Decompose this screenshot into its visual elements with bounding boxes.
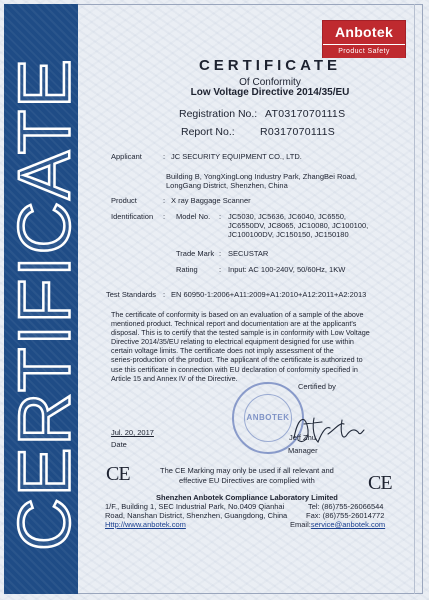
statement-line: use this certificate in connection with EU declaration of conformity specified in (111, 364, 358, 374)
model-line-1: JC5030, JC5636, JC6040, JC6550, (228, 212, 346, 221)
ce-mark-left: CE (106, 463, 130, 485)
lab-website-link[interactable]: Http://www.anbotek.com (105, 520, 186, 529)
right-rule (414, 4, 415, 594)
logo-tagline: Product Safety (323, 44, 405, 58)
applicant-label: Applicant (111, 152, 142, 161)
ce-note-line-1: The CE Marking may only be used if all relevant and (160, 466, 334, 475)
statement-line: The certificate of conformity is based on an evaluation of a sample of the above (111, 310, 364, 319)
report-label: Report No.: (181, 126, 235, 138)
report-number: R0317070111S (260, 126, 336, 138)
model-line-3: JC100100DV, JC150150, JC150180 (228, 230, 349, 239)
manager-signature (288, 410, 368, 450)
product-label: Product (111, 196, 137, 205)
rating-label: Rating (176, 265, 198, 274)
certificate-subtitle: Of Conformity (239, 77, 301, 88)
statement-line: disposal. This is to certify that the tested sample is in conformity with Low Voltage (111, 328, 370, 338)
statement-line: Article 15 and Annex IV of the Directive. (111, 373, 238, 383)
test-standards-label: Test Standards (106, 290, 157, 299)
rating-value: Input: AC 100-240V, 50/60Hz, 1KW (228, 265, 346, 274)
product-colon: : (163, 196, 166, 205)
registration-number: AT0317070111S (265, 108, 346, 120)
applicant-colon: : (163, 152, 166, 161)
directive-title: Low Voltage Directive 2014/35/EU (190, 87, 350, 98)
model-label: Model No. (176, 212, 211, 221)
statement-line: series-production of the product. The applicant of the certificate is authorized to (111, 355, 363, 365)
lab-address-line1: 1/F., Building 1, SEC Industrial Park, No.0409 Qianhai (105, 502, 285, 511)
certificate-title: CERTIFICATE (198, 57, 342, 74)
identification-colon: : (163, 212, 166, 221)
statement-line: mentioned product. Technical report and documentation are at the applicant's (111, 319, 357, 329)
registration-label: Registration No.: (179, 108, 258, 120)
applicant-address-line1: Building B, YongXingLong Industry Park, ZhangBei Road, (166, 172, 357, 181)
rating-colon: : (219, 265, 222, 274)
ce-note-line-2: effective EU Directives are complied with (179, 476, 315, 485)
applicant-name: JC SECURITY EQUIPMENT CO., LTD. (171, 152, 302, 161)
applicant-address-line2: LongGang District, Shenzhen, China (166, 181, 288, 190)
model-colon: : (219, 212, 222, 221)
certified-by-label: Certified by (298, 382, 336, 391)
test-standards-colon: : (163, 290, 166, 299)
identification-label: Identification (111, 212, 154, 221)
date-label: Date (111, 440, 127, 449)
lab-tel: Tel: (86)755-26066544 (308, 502, 384, 511)
lab-name: Shenzhen Anbotek Compliance Laboratory Limited (156, 493, 338, 502)
signer-title: Manager (288, 446, 318, 455)
trademark-label: Trade Mark (176, 249, 215, 258)
lab-email (290, 520, 385, 530)
product-value: X ray Baggage Scanner (171, 196, 251, 205)
email-link[interactable]: service@anbotek.com (310, 520, 386, 529)
statement-line: certain voltage limits. The certificate does not imply assessment of the (111, 346, 334, 356)
email-label: Email: (290, 520, 311, 529)
signer-name: Jeff Zhu (289, 433, 316, 442)
model-line-2: JC6550DV, JC8065, JC10080, JC100100, (228, 221, 369, 230)
seal-text: ANBOTEK (246, 413, 290, 422)
lab-fax: Fax: (86)755-26014772 (306, 511, 385, 520)
issue-date: Jul. 20, 2017 (111, 428, 154, 437)
ce-mark-right: CE (368, 472, 392, 494)
statement-line: Directive 2014/35/EU relating to electrical equipment designed for use within (111, 337, 354, 347)
side-banner (4, 4, 86, 594)
trademark-colon: : (219, 249, 222, 258)
side-banner-text: CERTIFICATE (4, 57, 86, 551)
conformity-statement (111, 310, 397, 383)
lab-address-line2: Road, Nanshan District, Shenzhen, Guangdong, China (105, 511, 288, 520)
test-standards-value: EN 60950-1:2006+A11:2009+A1:2010+A12:2011+A2:2013 (171, 290, 367, 299)
anbotek-logo (322, 20, 406, 58)
trademark-value: SECUSTAR (228, 249, 269, 258)
logo-name: Anbotek (323, 21, 405, 44)
